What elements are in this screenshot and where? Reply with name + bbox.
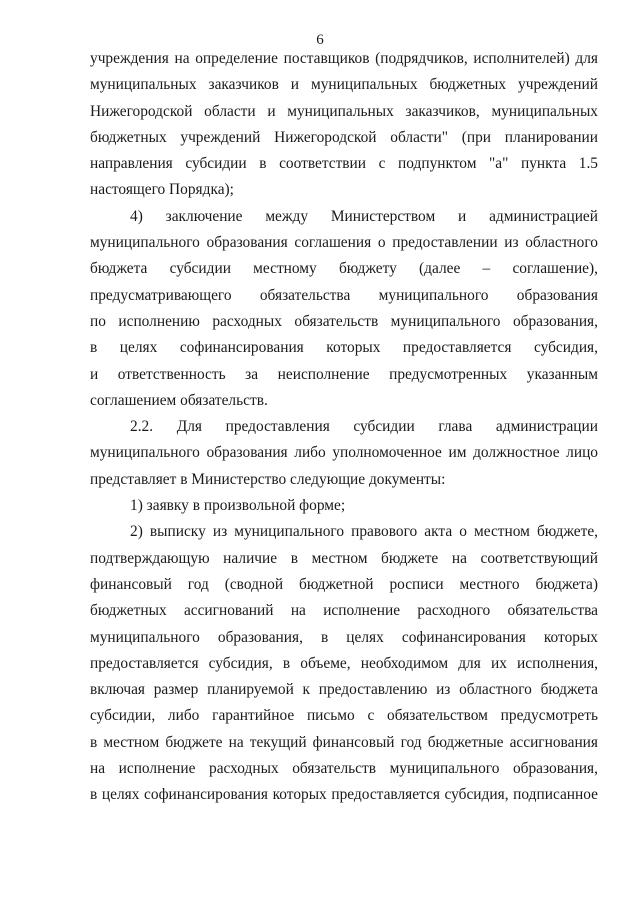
text-line: настоящего Порядка); bbox=[90, 181, 234, 199]
text-line: муниципальных заказчиков и муниципальных бюджетных учреждений bbox=[90, 76, 598, 94]
text-line: бюджетных ассигнований на исполнение расходного обязательства bbox=[90, 602, 598, 620]
body-text bbox=[90, 46, 598, 809]
text-line: муниципального образования соглашения о предоставлении из областного bbox=[90, 234, 598, 252]
text-line: 1) заявку в произвольной форме; bbox=[130, 497, 346, 515]
text-line: в местном бюджете на текущий финансовый год бюджетные ассигнования bbox=[90, 733, 598, 751]
text-line: по исполнению расходных обязательств муниципального образования, bbox=[90, 312, 598, 330]
text-line: муниципального образования, в целях софинансирования которых bbox=[90, 628, 598, 646]
text-line: подтверждающую наличие в местном бюджете на соответствующий bbox=[90, 549, 598, 567]
text-line: направления субсидии в соответствии с подпунктом "а" пункта 1.5 bbox=[90, 155, 598, 173]
text-line: соглашением обязательств. bbox=[90, 391, 268, 409]
text-line: 4) заключение между Министерством и администрацией bbox=[130, 207, 598, 225]
text-line: муниципального образования либо уполномоченное им должностное лицо bbox=[90, 444, 598, 462]
text-line: субсидии, либо гарантийное письмо с обязательством предусмотреть bbox=[90, 707, 598, 725]
text-line: в целях софинансирования которых предоставляется субсидия, bbox=[90, 339, 598, 357]
text-line: в целях софинансирования которых предоставляется субсидия, подписанное bbox=[90, 786, 598, 804]
text-line: бюджета субсидии местному бюджету (далее – соглашение), bbox=[90, 260, 598, 278]
text-line: Нижегородской области и муниципальных заказчиков, муниципальных bbox=[90, 102, 598, 120]
text-line: 2.2. Для предоставления субсидии глава администрации bbox=[130, 418, 598, 436]
text-line: учреждения на определение поставщиков (подрядчиков, исполнителей) для bbox=[90, 50, 598, 67]
text-line: и ответственность за неисполнение предусмотренных указанным bbox=[90, 365, 598, 383]
text-line: предусматривающего обязательства муниципального образования bbox=[90, 286, 598, 304]
text-line: бюджетных учреждений Нижегородской области" (при планировании bbox=[90, 128, 598, 146]
text-line: 2) выписку из муниципального правового акта о местном бюджете, bbox=[130, 523, 598, 541]
page-number: 6 bbox=[316, 32, 324, 48]
text-line: включая размер планируемой к предоставлению из областного бюджета bbox=[90, 681, 598, 699]
text-line: финансовый год (сводной бюджетной росписи местного бюджета) bbox=[90, 575, 598, 593]
text-line: на исполнение расходных обязательств муниципального образования, bbox=[90, 760, 598, 778]
text-line: предоставляется субсидия, в объеме, необходимом для их исполнения, bbox=[90, 654, 598, 672]
text-line: представляет в Министерство следующие документы: bbox=[90, 470, 446, 488]
